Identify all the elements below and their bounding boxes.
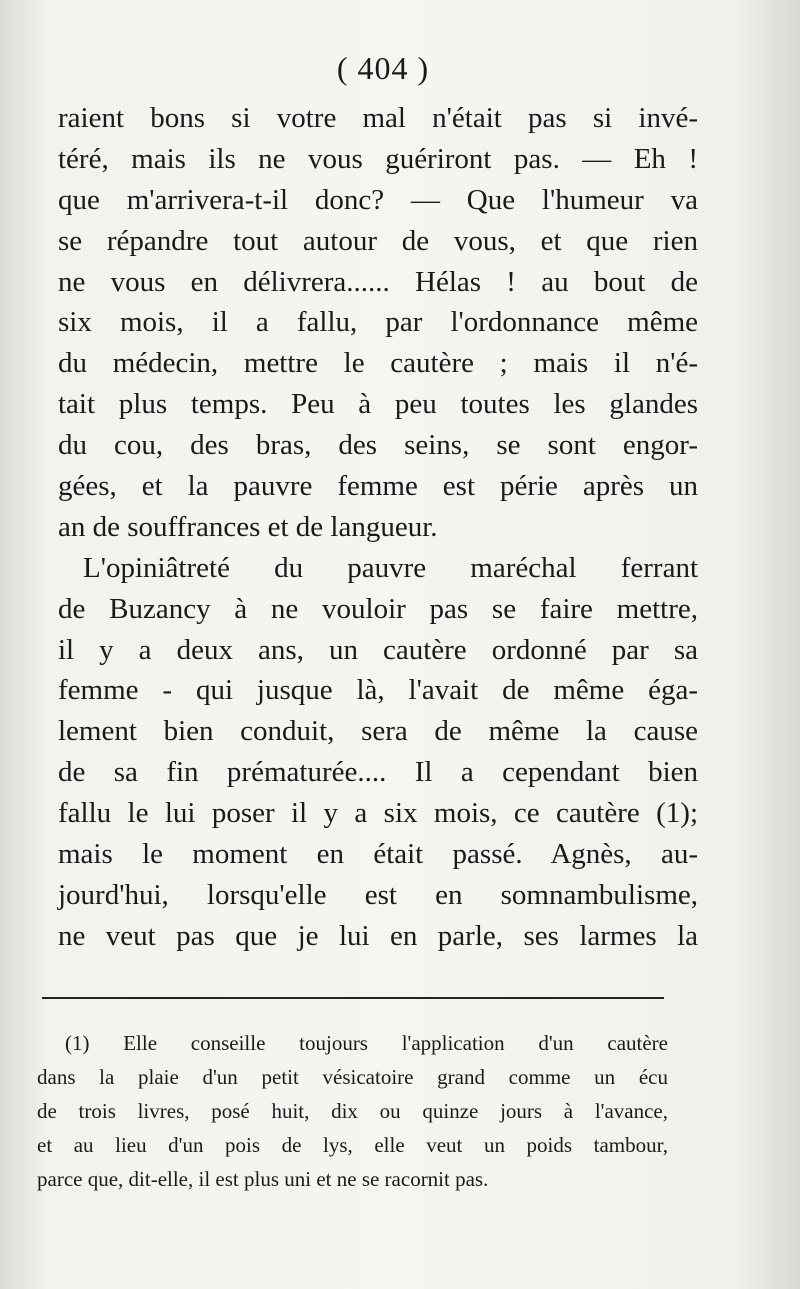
footnote bbox=[37, 1026, 668, 1196]
text-line: gées, et la pauvre femme est périe après un bbox=[58, 470, 698, 503]
text-line: du cou, des bras, des seins, se sont engor- bbox=[58, 429, 698, 462]
text-line: ne veut pas que je lui en parle, ses larmes la bbox=[58, 919, 698, 952]
text-line: de Buzancy à ne vouloir pas se faire mettre, bbox=[58, 592, 698, 625]
text-line: du médecin, mettre le cautère ; mais il n'é- bbox=[58, 347, 698, 380]
text-line: que m'arrivera-t-il donc? — Que l'humeur va bbox=[58, 183, 698, 216]
text-line: tait plus temps. Peu à peu toutes les glandes bbox=[58, 388, 698, 421]
text-line: de sa fin prématurée.... Il a cependant bien bbox=[58, 756, 698, 789]
text-line: L'opiniâtreté du pauvre maréchal ferrant bbox=[83, 551, 698, 584]
text-line: mais le moment en était passé. Agnès, au- bbox=[58, 838, 698, 871]
text-line: six mois, il a fallu, par l'ordonnance même bbox=[58, 306, 698, 339]
text-line: jourd'hui, lorsqu'elle est en somnambulisme, bbox=[58, 878, 698, 911]
text-line: téré, mais ils ne vous guériront pas. — Eh ! bbox=[58, 142, 698, 175]
footnote-line: (1) Elle conseille toujours l'application d'un cautère bbox=[65, 1031, 668, 1055]
text-line: lement bien conduit, sera de même la cause bbox=[58, 715, 698, 748]
page-number: ( 404 ) bbox=[336, 50, 430, 86]
footnote-line: parce que, dit-elle, il est plus uni et ne se racornit pas. bbox=[37, 1167, 489, 1191]
text-line: raient bons si votre mal n'était pas si invé- bbox=[58, 102, 698, 134]
footnote-divider bbox=[42, 997, 664, 999]
footnote-line: dans la plaie d'un petit vésicatoire grand comme un écu bbox=[37, 1065, 668, 1089]
footnote-line: de trois livres, posé huit, dix ou quinze jours à l'avance, bbox=[37, 1099, 668, 1123]
text-line: ne vous en délivrera...... Hélas ! au bout de bbox=[58, 265, 698, 298]
main-text bbox=[58, 98, 698, 957]
text-line: an de souffrances et de langueur. bbox=[58, 510, 438, 543]
text-line: femme - qui jusque là, l'avait de même éga- bbox=[58, 674, 698, 707]
text-line: fallu le lui poser il y a six mois, ce cautère (1); bbox=[58, 797, 698, 830]
text-line: se répandre tout autour de vous, et que rien bbox=[58, 224, 698, 257]
footnote-line: et au lieu d'un pois de lys, elle veut un poids tambour, bbox=[37, 1133, 668, 1157]
text-line: il y a deux ans, un cautère ordonné par sa bbox=[58, 633, 698, 666]
